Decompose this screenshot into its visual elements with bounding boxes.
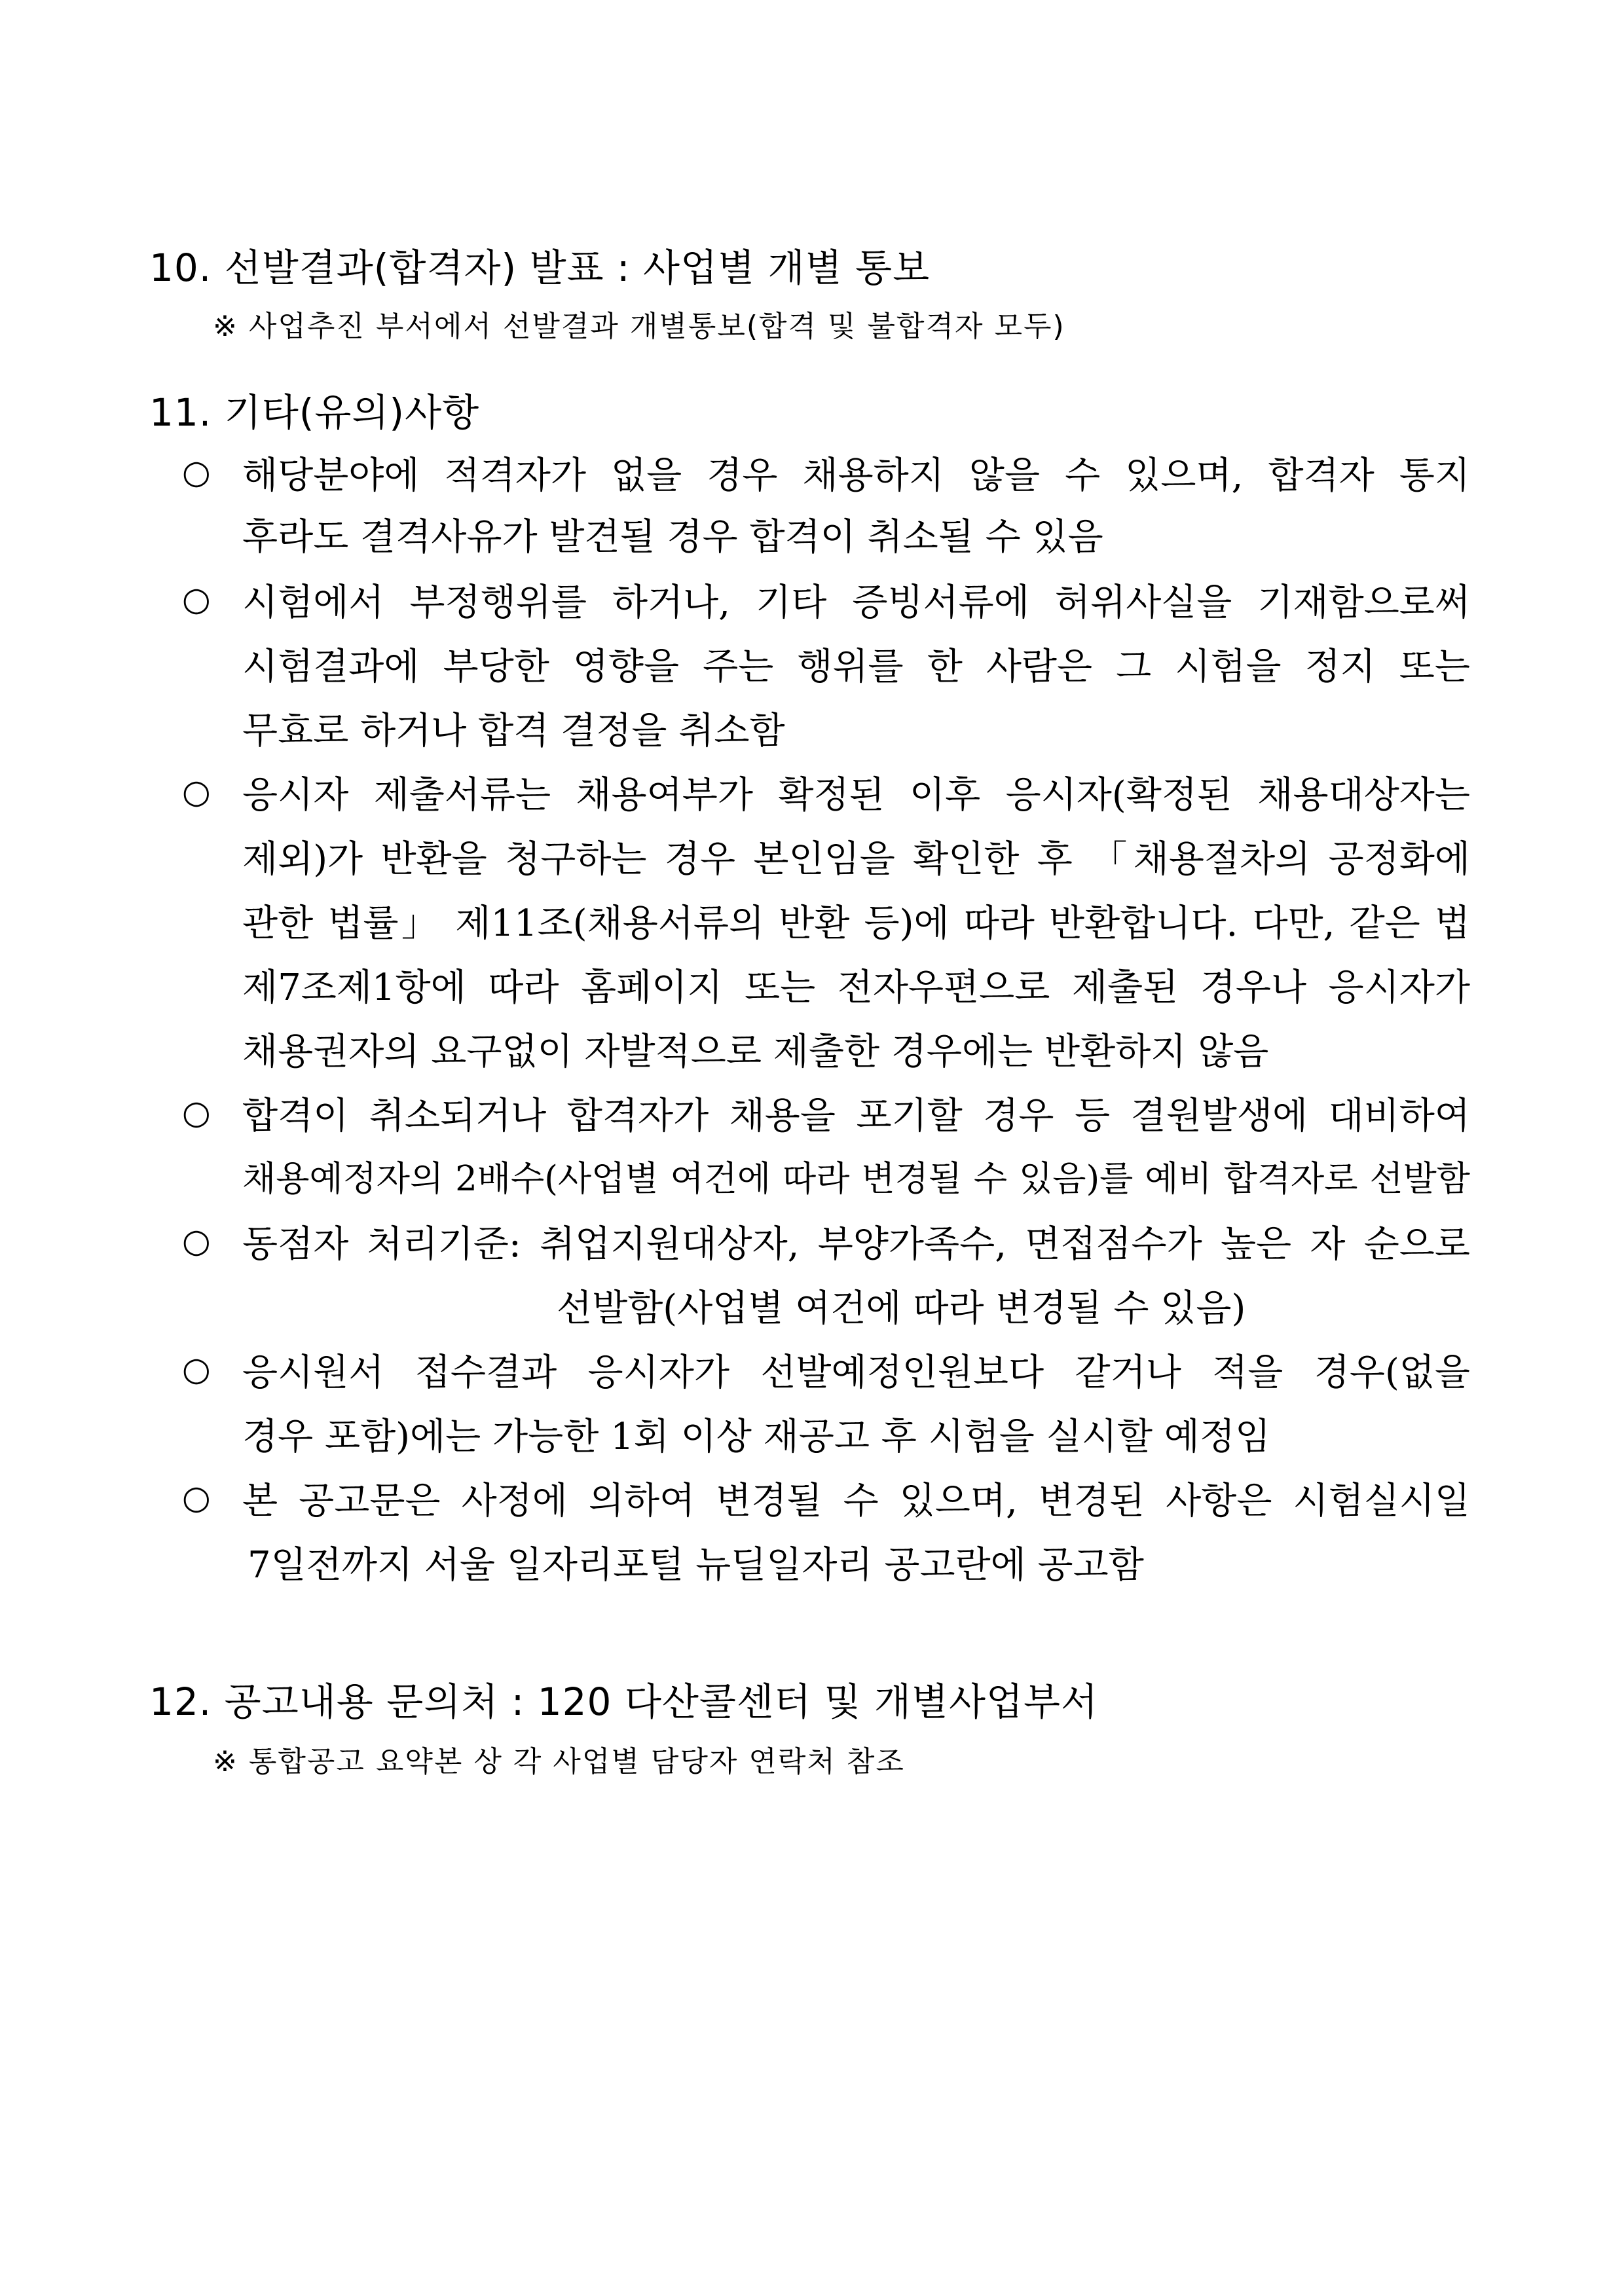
section-12-title: 12. 공고내용 문의처 : 120 다산콜센터 및 개별사업부서 (149, 1680, 1099, 1724)
item-1-line-1: 해당분야에 적격자가 없을 경우 채용하지 않을 수 있으며, 합격자 통지 (242, 454, 1470, 497)
bullet-icon: ○ (182, 1222, 211, 1260)
section-10-note: ※ 사업추진 부서에서 선발결과 개별통보(합격 및 불합격자 모두) (213, 310, 1065, 343)
item-4-line-1: 합격이 취소되거나 합격자가 채용을 포기할 경우 등 결원발생에 대비하여 (242, 1095, 1470, 1137)
item-7-line-1: 본 공고문은 사정에 의하여 변경될 수 있으며, 변경된 사항은 시험실시일 (242, 1480, 1470, 1522)
bullet-icon: ○ (182, 773, 211, 811)
item-2-line-3: 무효로 하거나 합격 결정을 취소함 (242, 710, 785, 752)
section-11-title: 11. 기타(유의)사항 (149, 390, 480, 435)
bullet-icon: ○ (182, 453, 211, 491)
bullet-icon: ○ (182, 1478, 211, 1516)
item-3-line-3: 관한 법률」 제11조(채용서류의 반환 등)에 따라 반환합니다. 다만, 같은 법 (242, 902, 1470, 945)
item-3-line-2: 제외)가 반환을 청구하는 경우 본인임을 확인한 후 「채용절차의 공정화에 (242, 838, 1470, 881)
section-12-note: ※ 통합공고 요약본 상 각 사업별 담당자 연락처 참조 (213, 1745, 905, 1778)
item-7-line-2: 7일전까지 서울 일자리포털 뉴딜일자리 공고란에 공고함 (248, 1544, 1144, 1587)
item-3-line-1: 응시자 제출서류는 채용여부가 확정된 이후 응시자(확정된 채용대상자는 (242, 774, 1470, 817)
item-3-line-5: 채용권자의 요구없이 자발적으로 제출한 경우에는 반환하지 않음 (242, 1031, 1269, 1073)
item-6-line-1: 응시원서 접수결과 응시자가 선발예정인원보다 같거나 적을 경우(없을 (242, 1351, 1470, 1394)
item-5-line-2: 선발함(사업별 여건에 따라 변경될 수 있음) (557, 1287, 1246, 1330)
item-4-line-2: 채용예정자의 2배수(사업별 여건에 따라 변경될 수 있음)를 예비 합격자로 선발함 (242, 1159, 1470, 1199)
item-2-line-2: 시험결과에 부당한 영향을 주는 행위를 한 사람은 그 시험을 정지 또는 (242, 646, 1470, 688)
section-10-title: 10. 선발결과(합격자) 발표 : 사업별 개별 통보 (149, 246, 931, 290)
bullet-icon: ○ (182, 1093, 211, 1131)
item-1-line-2: 후라도 결격사유가 발견될 경우 합격이 취소될 수 있음 (242, 516, 1103, 559)
item-6-line-2: 경우 포함)에는 가능한 1회 이상 재공고 후 시험을 실시할 예정임 (242, 1416, 1271, 1458)
item-5-line-1: 동점자 처리기준: 취업지원대상자, 부양가족수, 면접점수가 높은 자 순으로 (242, 1223, 1470, 1266)
item-2-line-1: 시험에서 부정행위를 하거나, 기타 증빙서류에 허위사실을 기재함으로써 (242, 581, 1470, 624)
bullet-icon: ○ (182, 580, 211, 618)
item-3-line-4: 제7조제1항에 따라 홈페이지 또는 전자우편으로 제출된 경우나 응시자가 (242, 966, 1470, 1009)
bullet-icon: ○ (182, 1350, 211, 1388)
